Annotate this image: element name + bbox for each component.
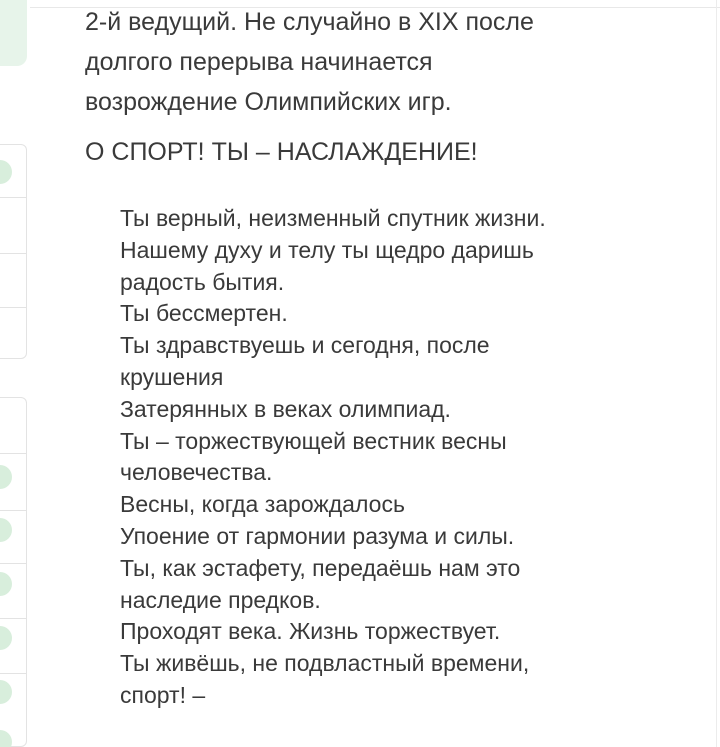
right-border [716,0,720,747]
verse-line: Упоение от гармонии разума и силы. [120,522,515,549]
verse-line: радость бытия. [120,268,285,295]
verse-line: Ты, как эстафету, передаёшь нам это [120,554,521,581]
verse-line: Ты верный, неизменный спутник жизни. [120,205,546,231]
verse-line: спорт! – [120,681,206,708]
verse-line: наследие предков. [120,586,321,613]
card-divider [0,673,27,674]
card-divider [0,618,27,619]
card-divider [0,307,27,308]
verse-line: человечества. [120,459,273,486]
verse-line: Ты бессмертен. [120,300,288,327]
verse-line: Затерянных в веках олимпиад. [120,395,451,422]
verse-line: Проходят века. Жизнь торжествует. [120,618,501,645]
verse-line: крушения [120,363,224,390]
verse-line: Ты – торжествующей вестник весны [120,427,507,454]
intro-line: долгого перерыва начинается [85,48,433,76]
verse-heading: О СПОРТ! ТЫ – НАСЛАЖДЕНИЕ! [85,138,478,166]
answer-text [85,2,705,712]
intro-paragraph [85,2,705,122]
card-divider [0,453,27,454]
verse-line: Ты живёшь, не подвластный времени, [120,650,530,677]
left-sidebar [0,0,30,747]
verse-line: Нашему духу и телу ты щедро даришь [120,236,534,263]
verse-line: Весны, когда зарождалось [120,491,405,518]
card-divider [0,510,27,511]
verse-body [120,203,660,712]
verse-line: Ты здравствуешь и сегодня, после [120,332,490,359]
intro-line: возрождение Олимпийских игр. [85,88,452,116]
sidebar-tab[interactable] [0,0,27,66]
card-divider [0,563,27,564]
intro-line: 2-й ведущий. Не случайно в XIX после [85,8,534,36]
card-divider [0,197,27,198]
card-divider [0,253,27,254]
